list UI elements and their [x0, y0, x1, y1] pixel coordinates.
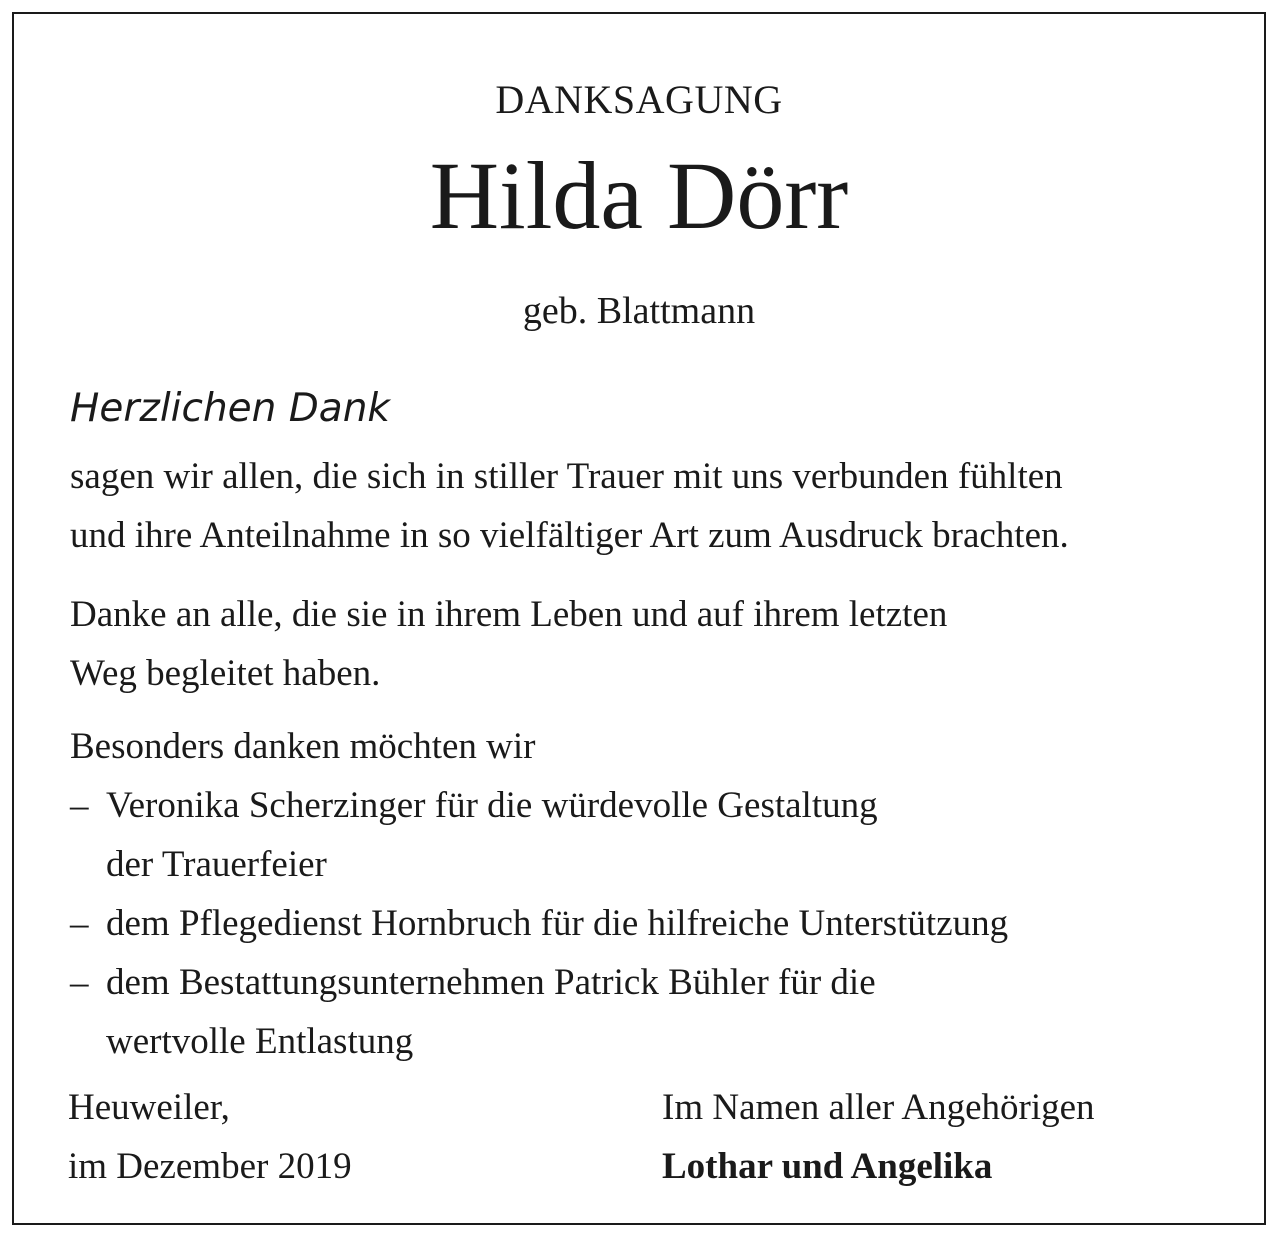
- maiden-name: geb. Blattmann: [522, 290, 756, 332]
- signature-intro: Im Namen aller Angehörigen: [662, 1087, 1095, 1128]
- paragraph-line: Weg begleitet haben.: [70, 653, 381, 694]
- paragraph-line: Besonders danken möchten wir: [70, 726, 536, 767]
- list-item-line: der Trauerfeier: [106, 844, 327, 885]
- paragraph-line: Danke an alle, die sie in ihrem Leben und auf ihrem letzten: [70, 594, 948, 635]
- signature: [662, 1078, 1095, 1196]
- list-dash: –: [70, 962, 89, 1003]
- special-thanks-list: [70, 776, 1008, 1071]
- place: Heuweiler,: [68, 1087, 230, 1128]
- list-dash: –: [70, 785, 89, 826]
- list-item: [70, 894, 1008, 953]
- thanks-paragraph: [70, 447, 1069, 565]
- list-item-line: dem Bestattungsunternehmen Patrick Bühler für die: [106, 962, 876, 1003]
- deceased-name: Hilda Dörr: [429, 142, 849, 249]
- list-item-line: dem Pflegedienst Hornbruch für die hilfreiche Unterstützung: [106, 903, 1009, 944]
- list-item-line: wertvolle Entlastung: [106, 1021, 414, 1062]
- special-thanks-intro: [70, 717, 535, 776]
- obituary-notice: [12, 12, 1266, 1225]
- signature-names: Lothar und Angelika: [662, 1146, 993, 1187]
- companionship-paragraph: [70, 585, 947, 703]
- place-and-date: [68, 1078, 352, 1196]
- list-dash: –: [70, 903, 89, 944]
- notice-heading: DANKSAGUNG: [495, 77, 783, 122]
- paragraph-line: und ihre Anteilnahme in so vielfältiger Art zum Ausdruck brachten.: [70, 515, 1069, 556]
- paragraph-line: sagen wir allen, die sich in stiller Trauer mit uns verbunden fühlten: [70, 456, 1063, 497]
- list-item-line: Veronika Scherzinger für die würdevolle Gestaltung: [106, 785, 878, 826]
- list-item: [70, 776, 1008, 894]
- list-item: [70, 953, 1008, 1071]
- date: im Dezember 2019: [68, 1146, 352, 1187]
- thanks-heading: Herzlichen Dank: [70, 386, 390, 431]
